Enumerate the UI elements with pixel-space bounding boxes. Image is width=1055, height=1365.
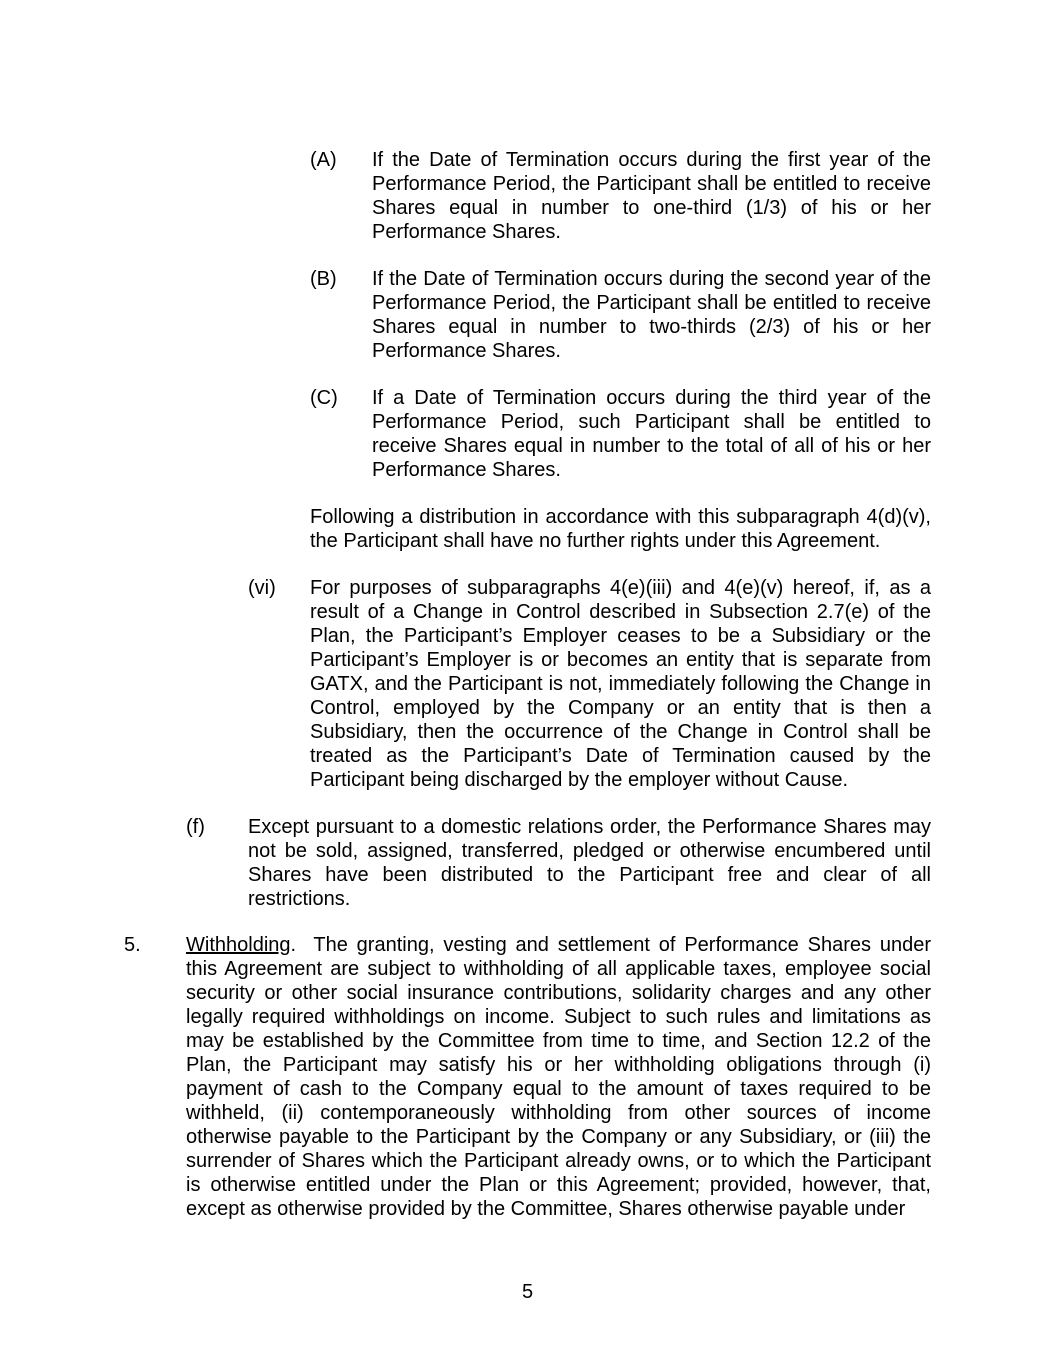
section-5-heading-suffix: .: [290, 934, 297, 956]
clause-vi-text: For purposes of subparagraphs 4(e)(iii) and 4(e)(v) hereof, if, as a result of a Change in Control described in Subsection 2.7(e) of the Plan, the Participant’s Employer ceases to be a Subsidiary or the Participant’s Employer is or becomes an entity that is separate from GATX, and the Participant is not, immediately following the Change in Control, employed by the Company or an entity that is then a Subsidiary, then the occurrence of the Change in Control shall be treated as the Participant’s Date of Termination caused by the Participant being discharged by the employer without Cause.: [310, 577, 931, 791]
section-5-heading: Withholding: [186, 934, 291, 956]
clause-b-label: (B): [310, 268, 337, 290]
clause-a-label: (A): [310, 149, 337, 171]
page-number: 5: [521, 1281, 534, 1303]
clause-a: [310, 148, 931, 244]
clause-vi-label: (vi): [248, 577, 276, 599]
clause-vi: [248, 576, 931, 792]
clause-f: [186, 815, 931, 911]
clause-c-text: If a Date of Termination occurs during the third year of the Performance Period, such Participant shall be entitled to receive Shares equal in number to the total of all of his or her Performance Shares.: [372, 387, 931, 481]
clause-a-text: If the Date of Termination occurs during the first year of the Performance Period, the Participant shall be entitled to receive Shares equal in number to one-third (1/3) of his or her Performance Shares.: [372, 149, 931, 243]
clause-f-label: (f): [186, 816, 205, 838]
clause-f-text: Except pursuant to a domestic relations order, the Performance Shares may not be sold, assigned, transferred, pledged or otherwise encumbered until Shares have been distributed to the Participant free and clear of all restrictions.: [248, 816, 931, 910]
clause-b-text: If the Date of Termination occurs during the second year of the Performance Period, the Participant shall be entitled to receive Shares equal in number to two-thirds (2/3) of his or her Performance Shares.: [372, 268, 931, 362]
clause-c: [310, 386, 931, 482]
section-5-body: [186, 933, 931, 1221]
following-paragraph: [310, 505, 931, 553]
section-5-number: 5.: [124, 934, 141, 956]
section-5-text: The granting, vesting and settlement of Performance Shares under this Agreement are subject to withholding of all applicable taxes, employee social security or other social insurance contributions, solidarity charges and any other legally required withholdings on income. Subject to such rules and limitations as may be established by the Committee from time to time, and Section 12.2 of the Plan, the Participant may satisfy his or her withholding obligations through (i) payment of cash to the Company equal to the amount of taxes required to be withheld, (ii) contemporaneously withholding from other sources of income otherwise payable to the Participant by the Company or any Subsidiary, or (iii) the surrender of Shares which the Participant already owns, or to which the Participant is otherwise entitled under the Plan or this Agreement; provided, however, that, except as otherwise provided by the Committee, Shares otherwise payable under: [186, 934, 931, 1220]
clause-b: [310, 267, 931, 363]
section-5: [124, 933, 931, 1221]
following-paragraph-text: Following a distribution in accordance with this subparagraph 4(d)(v), the Participant shall have no further rights under this Agreement.: [310, 506, 931, 552]
clause-c-label: (C): [310, 387, 338, 409]
